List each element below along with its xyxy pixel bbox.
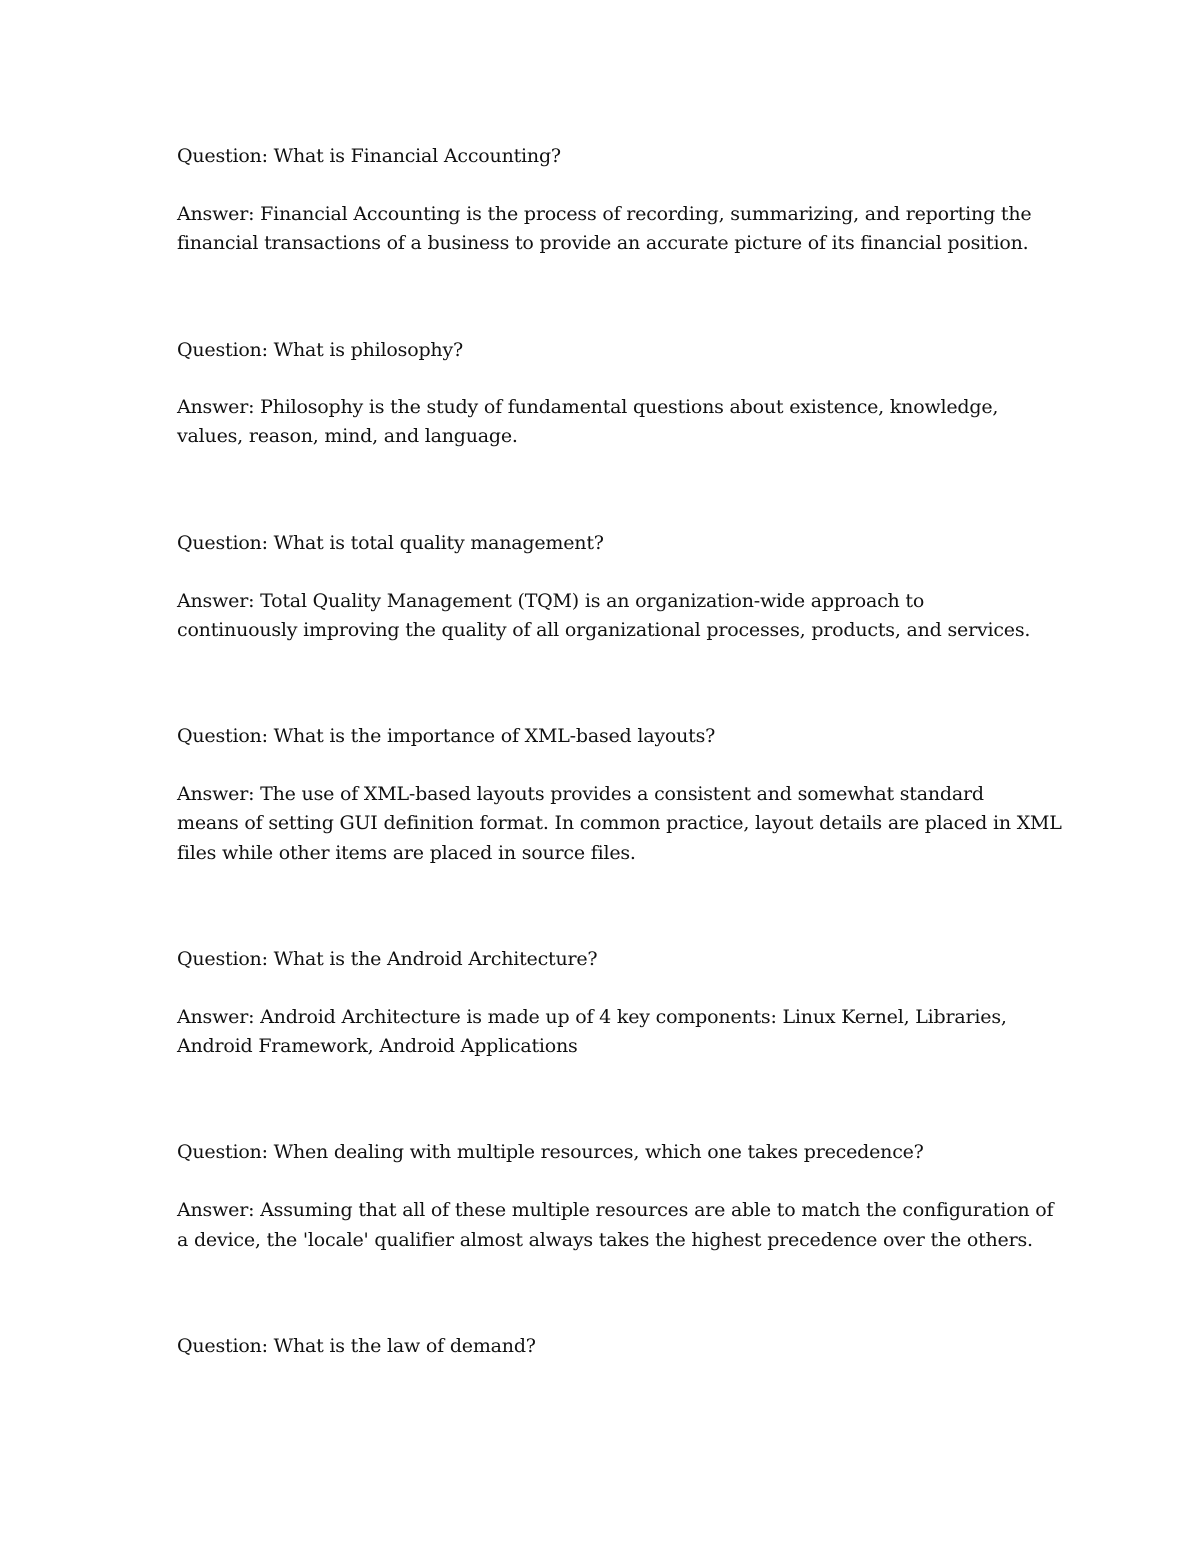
question-3: Question: What is total quality management? (177, 532, 604, 554)
answer-4-line-3: files while other items are placed in source files. (177, 842, 636, 864)
answer-1-line-2: financial transactions of a business to provide an accurate picture of its financial position. (177, 232, 1029, 254)
answer-5-line-2: Android Framework, Android Applications (177, 1035, 578, 1057)
question-7: Question: What is the law of demand? (177, 1335, 536, 1357)
question-1: Question: What is Financial Accounting? (177, 145, 561, 167)
question-6: Question: When dealing with multiple resources, which one takes precedence? (177, 1141, 924, 1163)
answer-6-line-2: a device, the 'locale' qualifier almost always takes the highest precedence over the others. (177, 1229, 1033, 1251)
answer-1-line-1: Answer: Financial Accounting is the process of recording, summarizing, and reporting the (177, 203, 1032, 225)
question-5: Question: What is the Android Architecture? (177, 948, 598, 970)
answer-5-line-1: Answer: Android Architecture is made up of 4 key components: Linux Kernel, Libraries, (177, 1006, 1007, 1028)
answer-2-line-2: values, reason, mind, and language. (177, 425, 518, 447)
answer-4-line-2: means of setting GUI definition format. In common practice, layout details are placed in XML (177, 812, 1062, 834)
answer-6-line-1: Answer: Assuming that all of these multiple resources are able to match the configuration of (177, 1199, 1054, 1221)
answer-3-line-2: continuously improving the quality of all organizational processes, products, and services. (177, 619, 1031, 641)
answer-4-line-1: Answer: The use of XML-based layouts provides a consistent and somewhat standard (177, 783, 984, 805)
question-2: Question: What is philosophy? (177, 339, 463, 361)
answer-3-line-1: Answer: Total Quality Management (TQM) is an organization-wide approach to (177, 590, 925, 612)
answer-2-line-1: Answer: Philosophy is the study of fundamental questions about existence, knowledge, (177, 396, 999, 418)
question-4: Question: What is the importance of XML-based layouts? (177, 725, 716, 747)
